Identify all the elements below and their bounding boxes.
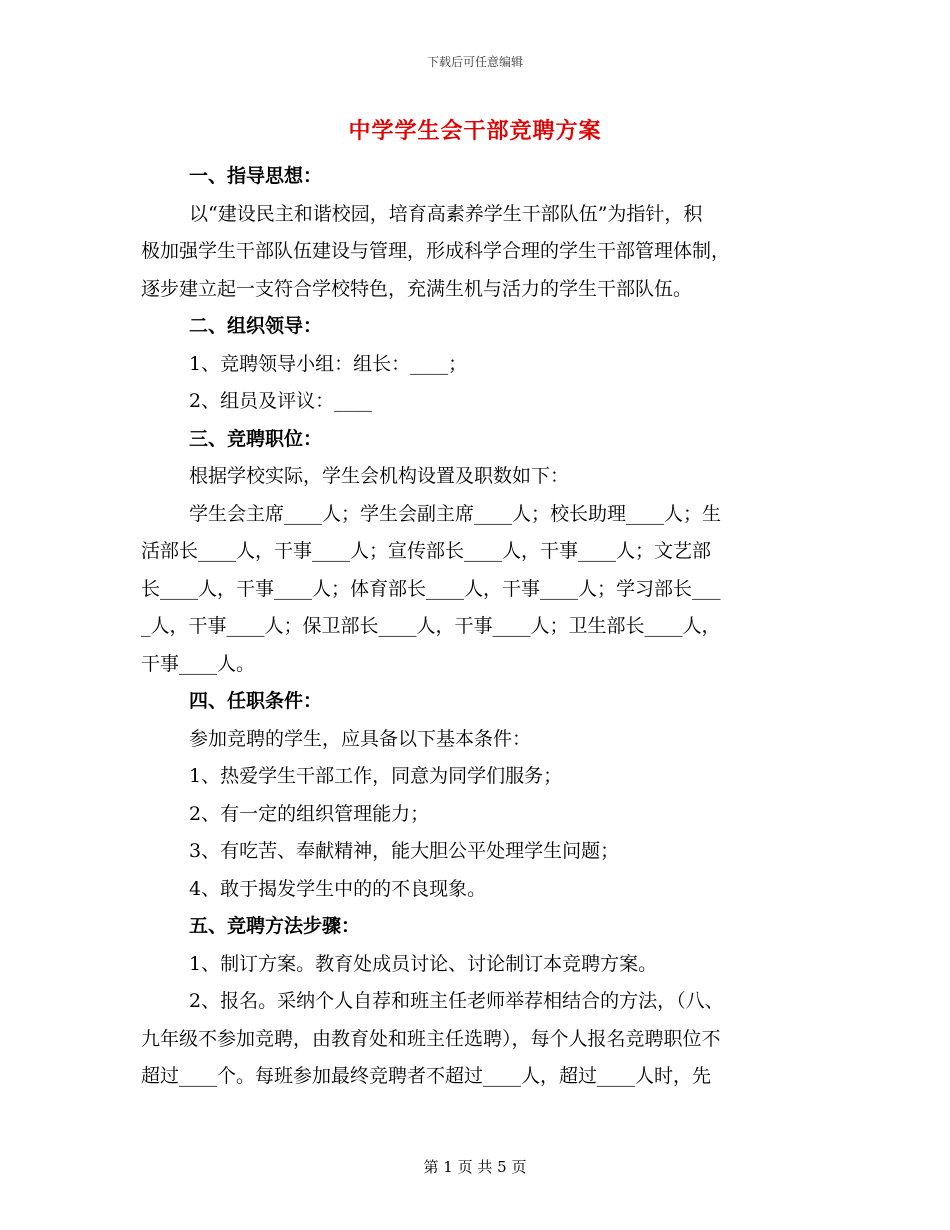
paragraph-line: 根据学校实际，学生会机构设置及职数如下： bbox=[189, 465, 570, 487]
paragraph-line: 学生会主席____人；学生会副主席____人；校长助理____人；生 bbox=[189, 502, 722, 525]
paragraph-line: _人，干事____人；保卫部长____人，干事____人；卫生部长____人， bbox=[141, 615, 721, 637]
paragraph-line: 长____人，干事____人；体育部长____人，干事____人；学习部长___ bbox=[141, 577, 721, 600]
paragraph-line: 极加强学生干部队伍建设与管理，形成科学合理的学生干部管理体制， bbox=[141, 240, 731, 262]
paragraph-line: 以“建设民主和谐校园，培育高素养学生干部队伍”为指针，积 bbox=[189, 202, 703, 225]
section-heading: 二、组织领导： bbox=[189, 315, 323, 337]
list-item: 2、报名。采纳个人自荐和班主任老师举荐相结合的方法，（八、 bbox=[189, 990, 724, 1012]
list-item: 1、制订方案。教育处成员讨论、讨论制订本竞聘方案。 bbox=[189, 952, 658, 975]
page-number: 第 1 页 共 5 页 bbox=[423, 1158, 527, 1176]
list-item: 4、敢于揭发学生中的的不良现象。 bbox=[189, 877, 487, 900]
list-item: 2、有一定的组织管理能力； bbox=[189, 802, 430, 825]
section-heading: 四、任职条件： bbox=[189, 690, 323, 712]
paragraph-line: 干事____人。 bbox=[141, 652, 256, 675]
section-heading: 一、指导思想： bbox=[189, 165, 323, 187]
list-item: 3、有吃苦、奉献精神，能大胆公平处理学生问题； bbox=[189, 840, 620, 862]
paragraph-line: 九年级不参加竞聘，由教育处和班主任选聘），每个人报名竞聘职位不 bbox=[141, 1027, 721, 1050]
section-heading: 五、竞聘方法步骤： bbox=[189, 915, 361, 937]
paragraph-line: 超过____个。每班参加最终竞聘者不超过____人，超过____人时，先 bbox=[141, 1065, 712, 1087]
page-header-note: 下载后可任意编辑 bbox=[426, 55, 523, 69]
paragraph-line: 1、竞聘领导小组：组长：____； bbox=[189, 352, 468, 375]
paragraph-line: 活部长____人，干事____人；宣传部长____人，干事____人；文艺部 bbox=[141, 540, 712, 562]
paragraph-line: 参加竞聘的学生，应具备以下基本条件： bbox=[189, 727, 532, 750]
document-body bbox=[141, 158, 803, 1096]
list-item: 1、热爱学生干部工作，同意为同学们服务； bbox=[189, 765, 563, 787]
section-heading: 三、竞聘职位： bbox=[189, 427, 323, 450]
paragraph-line: 2、组员及评议：____ bbox=[189, 390, 373, 412]
paragraph-line: 逐步建立起一支符合学校特色，充满生机与活力的学生干部队伍。 bbox=[141, 277, 693, 300]
document-title: 中学学生会干部竞聘方案 bbox=[348, 118, 602, 144]
